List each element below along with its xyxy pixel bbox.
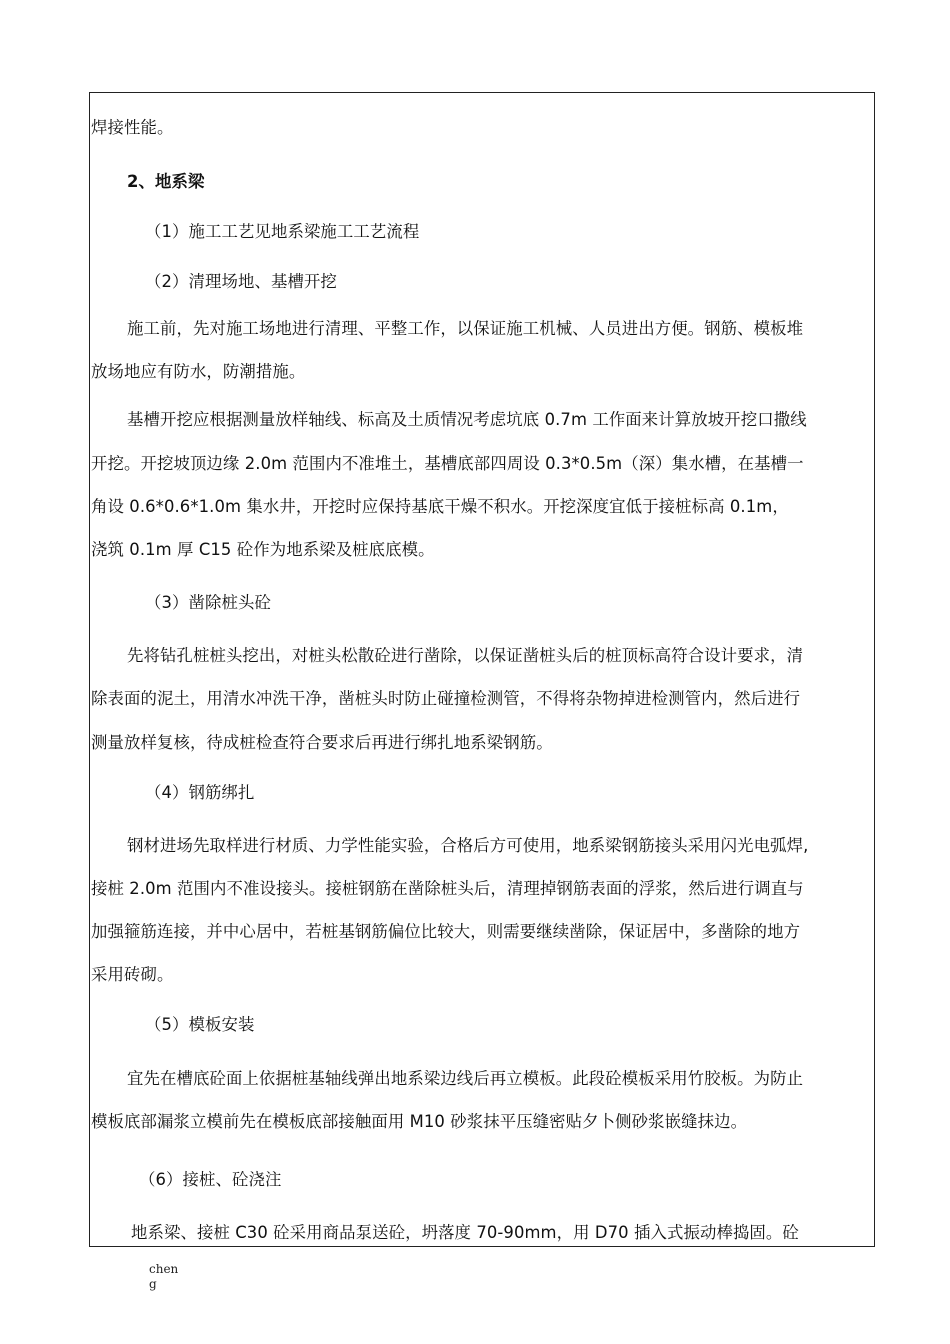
paragraph-line: 采用砖砌。	[91, 965, 174, 984]
paragraph-line: 施工前，先对施工场地进行清理、平整工作，以保证施工机械、人员进出方便。钢筋、模板堆	[127, 319, 804, 338]
subsection-heading: （1）施工工艺见地系梁施工工艺流程	[145, 222, 420, 241]
subsection-heading: （3）凿除桩头砼	[145, 593, 271, 612]
subsection-heading: （2）清理场地、基槽开挖	[145, 272, 337, 291]
section-heading: 2、地系梁	[127, 172, 205, 191]
paragraph-line: 模板底部漏浆立模前先在模板底部接触面用 M10 砂浆抹平压缝密贴夕卜侧砂浆嵌缝抹边。	[91, 1112, 748, 1131]
subsection-heading: （4）钢筋绑扎	[145, 783, 255, 802]
paragraph-line: 放场地应有防水，防潮措施。	[91, 362, 306, 381]
paragraph-line: 除表面的泥土，用清水冲洗干净，凿桩头时防止碰撞检测管，不得将杂物掉进检测管内，然后进行	[91, 689, 801, 708]
paragraph-line: 接桩 2.0m 范围内不准设接头。接桩钢筋在凿除桩头后，清理掉钢筋表面的浮浆，然后进行调直与	[91, 879, 804, 898]
footer-note: cheng	[149, 1262, 179, 1291]
paragraph-line: 测量放样复核，待成桩检查符合要求后再进行绑扎地系梁钢筋。	[91, 733, 553, 752]
subsection-heading: （6）接桩、砼浇注	[139, 1170, 282, 1189]
paragraph-line: 先将钻孔桩桩头挖出，对桩头松散砼进行凿除，以保证凿桩头后的桩顶标高符合设计要求，清	[127, 646, 804, 665]
paragraph-line: 浇筑 0.1m 厚 C15 砼作为地系梁及桩底底模。	[91, 540, 435, 559]
paragraph-line: 角设 0.6*0.6*1.0m 集水井，开挖时应保持基底干燥不积水。开挖深度宜低于接桩标高 0.1m，	[91, 497, 789, 516]
paragraph-line: 地系梁、接桩 C30 砼采用商品泵送砼，坍落度 70-90mm，用 D70 插入式振动棒捣固。砼	[131, 1223, 799, 1242]
paragraph-line: 基槽开挖应根据测量放样轴线、标高及土质情况考虑坑底 0.7m 工作面来计算放坡开挖口撒线	[127, 410, 807, 429]
paragraph-line: 宜先在槽底砼面上依据桩基轴线弹出地系梁边线后再立模板。此段砼模板采用竹胶板。为防止	[127, 1069, 804, 1088]
text-line: 焊接性能。	[91, 118, 174, 137]
subsection-heading: （5）模板安装	[145, 1015, 255, 1034]
paragraph-line: 开挖。开挖坡顶边缘 2.0m 范围内不准堆土，基槽底部四周设 0.3*0.5m（深）集水槽，在基槽一	[91, 454, 804, 473]
paragraph-line: 加强箍筋连接，并中心居中，若桩基钢筋偏位比较大，则需要继续凿除，保证居中，多凿除的地方	[91, 922, 801, 941]
paragraph-line: 钢材进场先取样进行材质、力学性能实验，合格后方可使用，地系梁钢筋接头采用闪光电弧焊,	[127, 836, 809, 855]
